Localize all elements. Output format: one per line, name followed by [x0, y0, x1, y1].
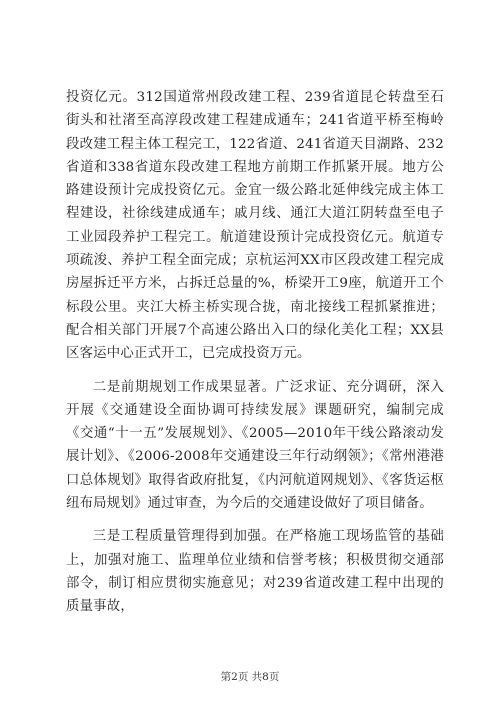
paragraph-planning: 二是前期规划工作成果显著。广泛求证、充分调研，深入开展《交通建设全面协调可持续发展》课题研究，编制完成《交通“十一五”发展规划》、《2005—2010年干线公路滚动发展计划》、《2006-2008年交通建设三年行动纲领》；《常州港港口总体规划》取得省政府批复，《内河航道网规划》、《客货运枢纽布局规划》通过审查，为今后的交通建设做好了项目储备。 [66, 379, 444, 512]
paragraph-quality: 三是工程质量管理得到加强。在严格施工现场监管的基础上，加强对施工、监理单位业绩和信誉考核；积极贯彻交通部部令，制订相应贯彻实施意见；对239省道改建工程中出现的质量事故， [66, 529, 444, 615]
page-footer: 第2页 共8页 [220, 671, 280, 683]
paragraph-continuation: 投资亿元。312国道常州段改建工程、239省道昆仑转盘至石街头和社渚至高淳段改建工程建成通车；241省道平桥至梅岭段改建工程主体工程完工，122省道、241省道天目湖路、232省道和338省道东段改建工程地方前期工作抓紧开展。地方公路建设预计完成投资亿元。金宜一级公路北延伸线完成主体工程建设，社徐线建成通车；戚月线、通江大道江阴转盘至电子工业园段养护工程完工。航道建设预计完成投资亿元。航道专项疏浚、养护工程全面完成；京杭运河XX市区段改建工程完成房屋拆迁平方米，占拆迁总量的%，桥梁开工9座，航道开工个标段公里。夹江大桥主桥实现合拢，南北接线工程抓紧推进；配合相关部门开展7个高速公路出入口的绿化美化工程；XX县区客运中心正式开工，已完成投资万元。 [66, 90, 444, 362]
document-body [66, 86, 444, 619]
